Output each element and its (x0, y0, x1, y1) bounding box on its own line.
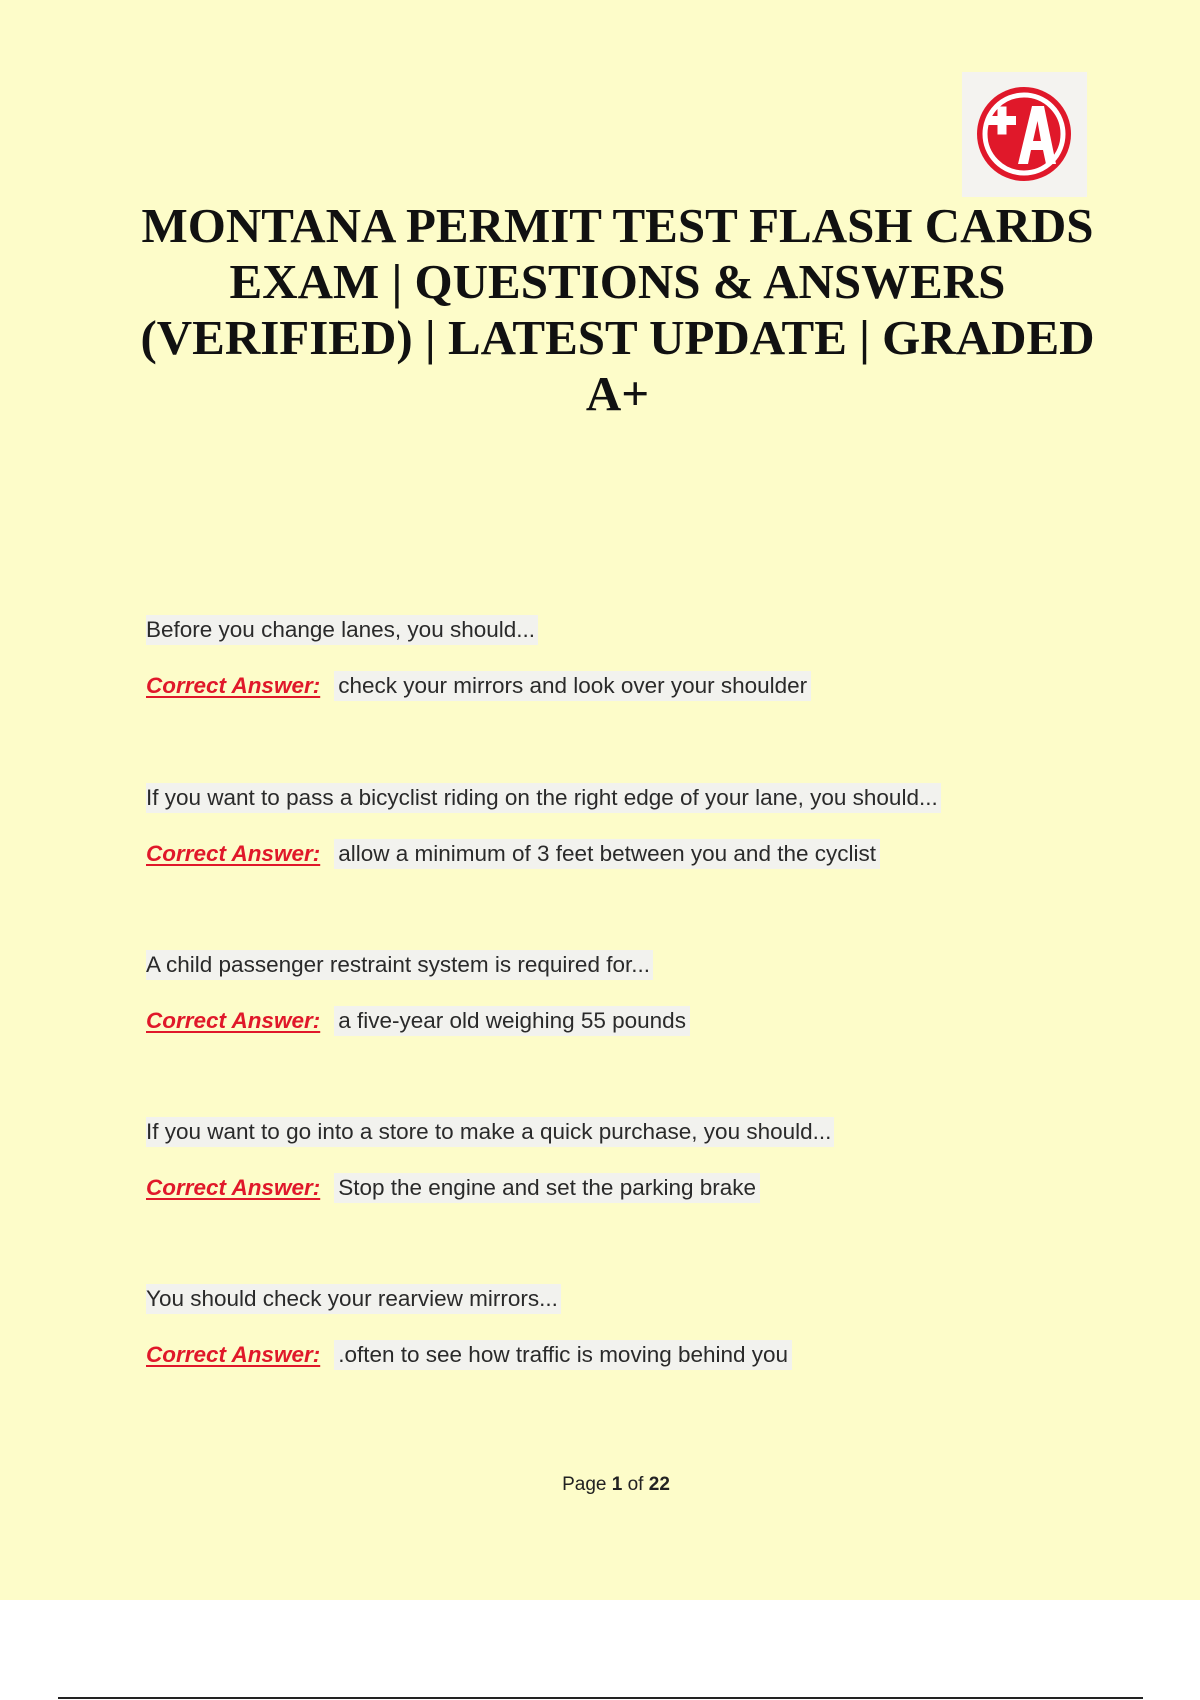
correct-answer-label: Correct Answer: (146, 1008, 321, 1033)
correct-answer-label: Correct Answer: (146, 1342, 321, 1367)
answer-text: Stop the engine and set the parking brake (334, 1173, 760, 1203)
answer-text: a five-year old weighing 55 pounds (334, 1006, 690, 1036)
answer-line (146, 1006, 1146, 1036)
question-text: You should check your rearview mirrors... (146, 1284, 561, 1314)
qa-item (146, 783, 1146, 869)
document-title: MONTANA PERMIT TEST FLASH CARDS EXAM | QUESTIONS & ANSWERS (VERIFIED) | LATEST UPDATE | GRADED A+ (140, 198, 1095, 421)
page-word: Page (562, 1474, 607, 1495)
answer-line (146, 839, 1146, 869)
answer-line (146, 671, 1146, 701)
page-number-footer (0, 1474, 1200, 1496)
question-text: Before you change lanes, you should... (146, 615, 538, 645)
grade-a-plus-logo (962, 72, 1087, 197)
qa-item (146, 1117, 1146, 1203)
question-text: If you want to go into a store to make a quick purchase, you should... (146, 1117, 834, 1147)
answer-line (146, 1173, 1146, 1203)
page-total: 22 (648, 1474, 670, 1495)
answer-text: allow a minimum of 3 feet between you and the cyclist (334, 839, 880, 869)
qa-item (146, 950, 1146, 1036)
answer-text: .often to see how traffic is moving behind you (334, 1340, 792, 1370)
correct-answer-label: Correct Answer: (146, 841, 321, 866)
correct-answer-label: Correct Answer: (146, 1175, 321, 1200)
plus-a-grade-icon (962, 72, 1087, 197)
page-current: 1 (611, 1474, 623, 1495)
correct-answer-label: Correct Answer: (146, 673, 321, 698)
page-divider (58, 1697, 1143, 1699)
question-text: If you want to pass a bicyclist riding on the right edge of your lane, you should... (146, 783, 941, 813)
answer-text: check your mirrors and look over your shoulder (334, 671, 811, 701)
answer-line (146, 1340, 1146, 1370)
qa-item (146, 615, 1146, 701)
question-text: A child passenger restraint system is required for... (146, 950, 653, 980)
of-word: of (627, 1474, 644, 1495)
qa-item (146, 1284, 1146, 1370)
